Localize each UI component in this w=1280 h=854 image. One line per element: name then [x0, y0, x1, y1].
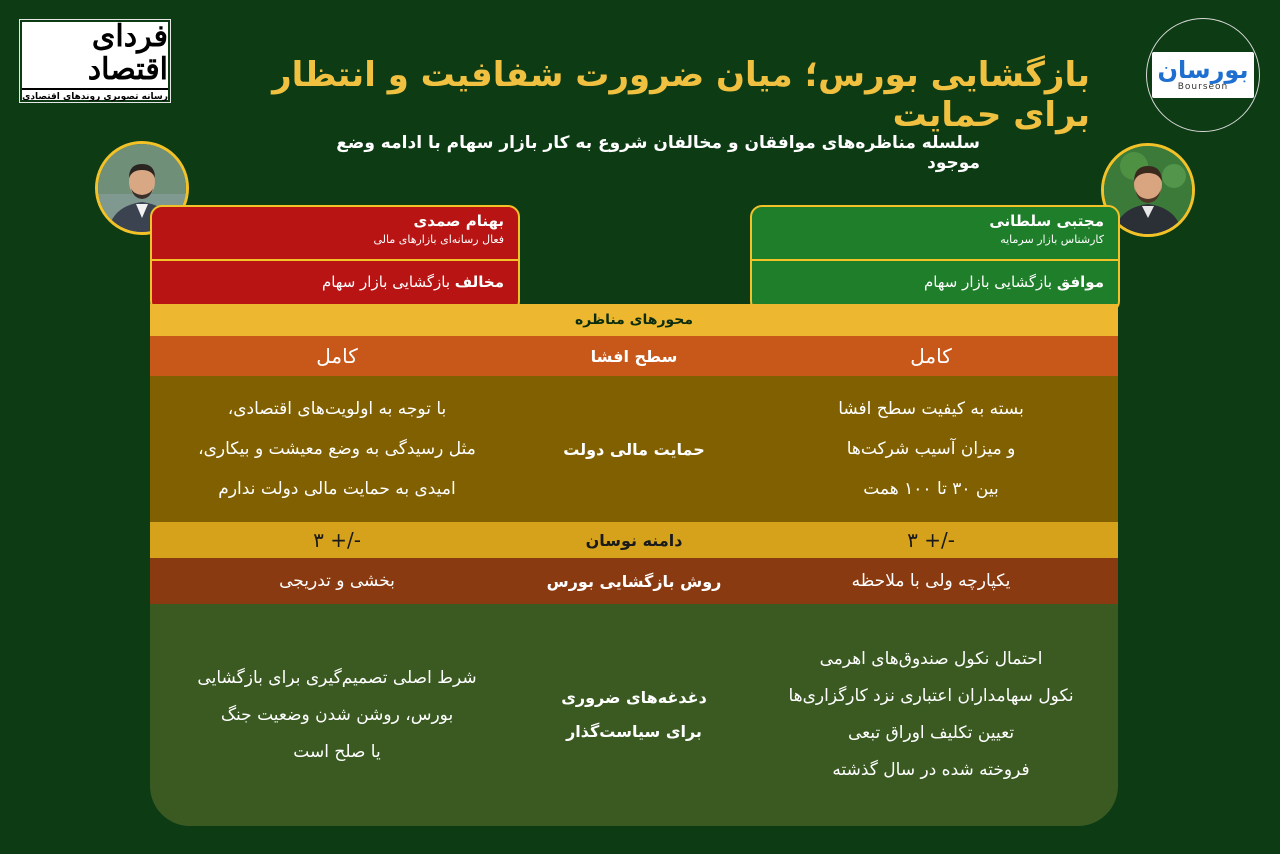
range-con-value: ۳ +/-	[313, 528, 361, 552]
disclosure-pro: کامل	[910, 344, 952, 368]
range-pro-value: ۳ +/-	[907, 528, 955, 552]
debate-table	[150, 304, 1118, 826]
disclosure-con: کامل	[316, 344, 358, 368]
table-row-method	[150, 558, 1118, 604]
concerns-con	[150, 604, 524, 826]
logo-left-sub: رسانه تصویری روندهای اقتصادی	[22, 88, 168, 102]
opponent-stance-bold: مخالف	[454, 273, 504, 291]
page-title: بازگشایی بورس؛ میان ضرورت شفافیت و انتظار برای حمایت	[272, 55, 1090, 135]
proponent-card	[750, 205, 1120, 313]
range-topic: دامنه نوسان	[585, 530, 683, 550]
finance-con-line: با توجه به اولویت‌های اقتصادی،	[227, 399, 447, 419]
concerns-topic	[524, 604, 744, 826]
table-row-concerns	[150, 604, 1118, 826]
range-pro	[744, 522, 1118, 558]
concerns-topic-line: دغدغه‌های ضروری	[561, 688, 707, 707]
table-row-government-support	[150, 376, 1118, 522]
opponent-card	[150, 205, 520, 313]
finance-pro-line: و میزان آسیب شرکت‌ها	[846, 439, 1016, 459]
table-row-range	[150, 522, 1118, 558]
table-row-disclosure	[150, 336, 1118, 376]
range-con	[150, 522, 524, 558]
finance-pro-line: بین ۳۰ تا ۱۰۰ همت	[863, 479, 999, 499]
opponent-role: فعال رسانه‌ای بازارهای مالی	[373, 233, 504, 246]
fardaye-eghtesad-logo	[20, 20, 170, 102]
method-topic: روش بازگشایی بورس	[546, 571, 722, 591]
logo-left-main: فردای اقتصاد	[87, 19, 168, 87]
method-con: بخشی و تدریجی	[279, 571, 395, 591]
concerns-topic-line: برای سیاست‌گذار	[566, 722, 702, 741]
bourseon-logo	[1146, 18, 1260, 132]
finance-pro	[744, 376, 1118, 522]
concerns-pro	[744, 604, 1118, 826]
bourseon-badge	[1152, 52, 1254, 98]
finance-pro-line: بسته به کیفیت سطح افشا	[838, 399, 1024, 419]
concerns-pro-line: تعیین تکلیف اوراق تبعی	[847, 723, 1015, 743]
logo-right-fa: بورسان	[1157, 56, 1249, 84]
opponent-stance-rest: بازگشایی بازار سهام	[321, 273, 455, 291]
proponent-role: کارشناس بازار سرمایه	[1000, 233, 1104, 246]
proponent-stance-rest: بازگشایی بازار سهام	[924, 273, 1057, 291]
page-subtitle: سلسله مناظره‌های موافقان و مخالفان شروع به کار بازار سهام با ادامه وضع موجود	[336, 133, 980, 173]
concerns-pro-line: احتمال نکول صندوق‌های اهرمی	[819, 649, 1043, 669]
finance-topic: حمایت مالی دولت	[563, 439, 705, 459]
opponent-card-header	[152, 207, 518, 259]
finance-con	[150, 376, 524, 522]
concerns-con-line: یا صلح است	[293, 741, 381, 762]
table-header: محورهای مناظره	[574, 312, 694, 328]
logo-right-en: Bourseon	[1177, 82, 1229, 92]
concerns-pro-line: نکول سهامداران اعتباری نزد کارگزاری‌ها	[788, 686, 1074, 706]
proponent-name: مجتبی سلطانی	[989, 212, 1104, 230]
opponent-name: بهنام صمدی	[413, 212, 504, 230]
concerns-pro-line: فروخته شده در سال گذشته	[832, 760, 1030, 780]
disclosure-topic: سطح افشا	[590, 346, 678, 366]
finance-con-line: مثل رسیدگی به وضع معیشت و بیکاری،	[198, 439, 476, 459]
concerns-con-line: بورس، روشن شدن وضعیت جنگ	[220, 704, 454, 725]
finance-con-line: امیدی به حمایت مالی دولت ندارم	[218, 479, 456, 499]
proponent-card-header	[752, 207, 1118, 259]
method-pro: یکپارچه ولی با ملاحظه	[851, 571, 1011, 591]
concerns-con-line: شرط اصلی تصمیم‌گیری برای بازگشایی	[197, 667, 477, 688]
proponent-stance-bold: موافق	[1056, 273, 1104, 291]
table-header-row	[150, 304, 1118, 336]
